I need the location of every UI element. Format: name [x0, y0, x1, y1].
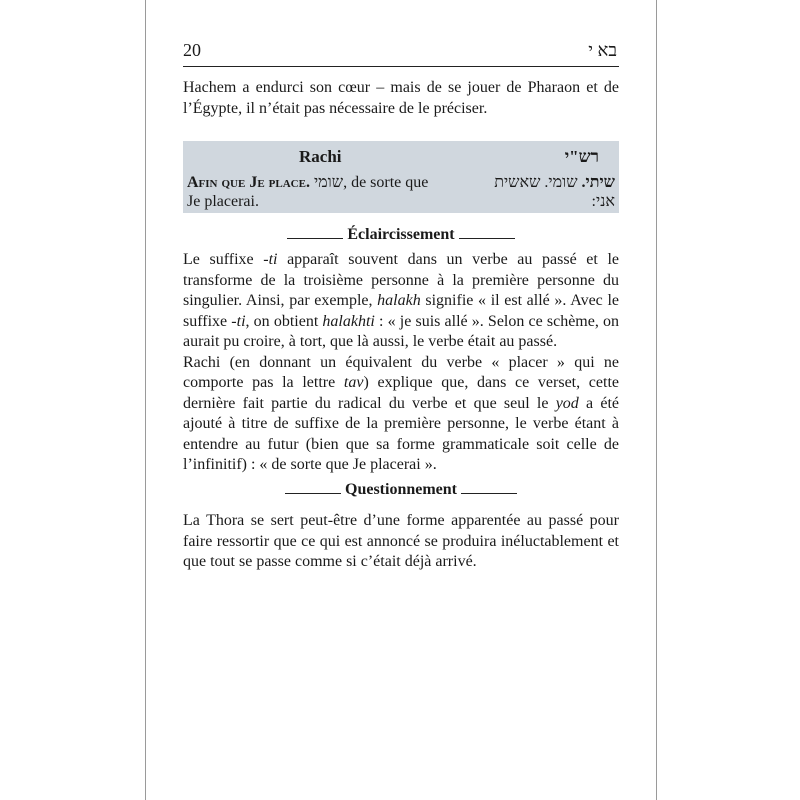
rashi-lemma: Afin que Je place.: [187, 174, 310, 191]
rashi-hebrew-gloss: שומי: [313, 174, 344, 191]
rashi-french-line-2: Je placerai.: [187, 193, 259, 210]
eclaircissement-title: Éclaircissement: [347, 226, 455, 243]
rashi-hebrew-rest: שומי. שאשית: [494, 174, 578, 191]
heading-rule-right: [461, 493, 517, 494]
heading-rule-left: [287, 238, 343, 239]
rashi-box: [183, 141, 619, 213]
rashi-french-rest: , de sorte que: [343, 174, 429, 191]
page-header: [183, 40, 619, 67]
eclaircissement-paragraph-1: Le suffixe -ti apparaît souvent dans un verbe au passé et le transforme de la troisième personne à la première personne du singulier. Ainsi, par exemple, halakh signifie « il est allé ». Avec le suffixe -ti, on obtient halakhti : « je suis allé ». Selon ce schème, on aurait pu croire, à tort, que là aussi, le verbe était au passé.: [183, 251, 620, 350]
questionnement-body: [183, 511, 619, 573]
eclaircissement-body: [183, 250, 619, 476]
questionnement-paragraph: La Thora se sert peut-être d’une forme apparentée au passé pour faire ressortir que ce qui est annoncé se produira inéluctablement et que tout se passe comme si c’était déjà arrivé.: [183, 512, 619, 570]
page-number: 20: [183, 40, 201, 60]
intro-paragraph: Hachem a endurci son cœur – mais de se jouer de Pharaon et de l’Égypte, il n’était pas nécessaire de le préciser.: [183, 79, 619, 117]
heading-rule-left: [285, 493, 341, 494]
rashi-french-line-1: [187, 174, 428, 192]
eclaircissement-heading: [183, 226, 619, 244]
running-head: בא י: [588, 40, 617, 60]
rashi-heading-hebrew: רש"י: [564, 147, 599, 166]
heading-rule-right: [459, 238, 515, 239]
intro-paragraph-container: [183, 78, 619, 119]
questionnement-heading: [183, 481, 619, 499]
rashi-hebrew-line-2: אני:: [591, 193, 615, 210]
rashi-hebrew-lemma: שיתי.: [581, 174, 615, 191]
rashi-heading-french: Rachi: [299, 147, 342, 166]
rashi-hebrew-line-1: [494, 174, 615, 192]
eclaircissement-paragraph-2: Rachi (en donnant un équivalent du verbe « placer » qui ne comporte pas la lettre tav) explique que, dans ce verset, cette dernière fait partie du radical du verbe et que seul le yod a été ajouté à titre de suffixe de la première personne, le verbe étant à entendre au futur (bien que sa forme grammaticale soit celle de l’infinitif) : « de sorte que Je placerai ».: [183, 353, 620, 473]
questionnement-title: Questionnement: [345, 481, 457, 498]
